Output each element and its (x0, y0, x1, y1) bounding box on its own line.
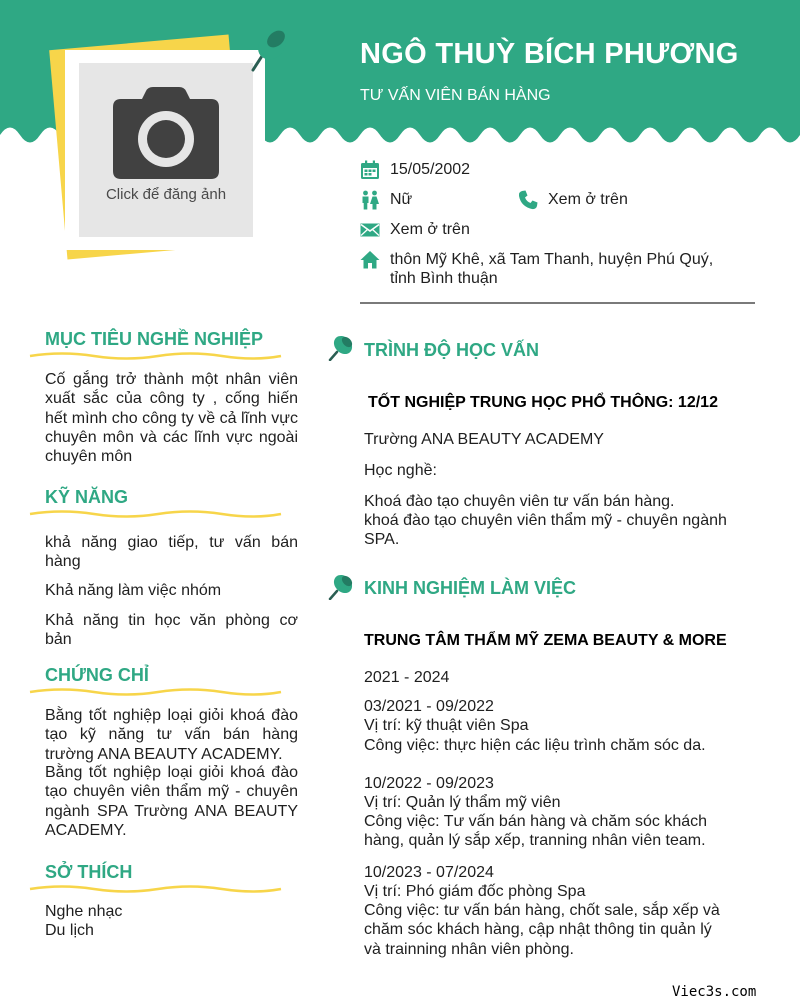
heading-underline (28, 350, 283, 362)
watermark: Viec3s.com (672, 984, 757, 1000)
job-dates: 03/2021 - 09/2022 (364, 698, 494, 715)
education-course: Khoá đào tạo chuyên viên tư vấn bán hàng. (364, 493, 675, 510)
objective-heading: MỤC TIÊU NGHỀ NGHIỆP (45, 329, 264, 349)
job-position: Vị trí: Phó giám đốc phòng Spa (364, 883, 586, 900)
education-degree: TỐT NGHIỆP TRUNG HỌC PHỔ THÔNG: 12/12 (368, 394, 718, 411)
calendar-icon (360, 160, 380, 180)
heading-underline (28, 686, 283, 698)
experience-period: 2021 - 2024 (364, 669, 450, 686)
job-title: TƯ VẤN VIÊN BÁN HÀNG (360, 87, 551, 104)
gender-icon (360, 190, 380, 210)
hobby-item: Du lịch (45, 922, 94, 939)
heading-underline (28, 883, 283, 895)
address-text: thôn Mỹ Khê, xã Tam Thanh, huyện Phú Quý, tỉnh Bình thuận (390, 251, 714, 287)
camera-icon (113, 87, 219, 179)
heading-underline (28, 508, 283, 520)
skill-item: Khả năng làm việc nhóm (45, 582, 222, 599)
job-duties: Công việc: Tư vấn bán hàng và chăm sóc khách hàng, quản lý sắp xếp, tranning nhân viên team. (364, 813, 708, 850)
certificate-item: Bằng tốt nghiệp loại giỏi khoá đào tạo kỹ năng tư vấn bán hàng trường ANA BEAUTY ACADEMY. (45, 707, 298, 763)
phone-icon (518, 190, 538, 210)
pushpin-icon (248, 26, 290, 72)
education-vocational-label: Học nghề: (364, 462, 437, 479)
skills-heading: KỸ NĂNG (45, 487, 129, 507)
candidate-name: NGÔ THUỲ BÍCH PHƯƠNG (360, 38, 739, 70)
email-icon (360, 220, 380, 240)
birthday-text: 15/05/2002 (390, 161, 471, 178)
experience-heading: KINH NGHIỆM LÀM VIỆC (364, 578, 577, 598)
job-dates: 10/2023 - 07/2024 (364, 864, 494, 881)
pushpin-icon (328, 333, 356, 361)
skill-item: Khả năng tin học văn phòng cơ bản (45, 612, 298, 649)
job-dates: 10/2022 - 09/2023 (364, 775, 494, 792)
upload-photo-button[interactable] (79, 63, 253, 237)
pushpin-icon (328, 572, 356, 600)
education-course: khoá đào tạo chuyên viên thẩm mỹ - chuyên ngành SPA. (364, 512, 727, 549)
hobby-item: Nghe nhạc (45, 903, 123, 920)
contact-divider (360, 302, 755, 304)
job-position: Vị trí: kỹ thuật viên Spa (364, 717, 529, 734)
education-school: Trường ANA BEAUTY ACADEMY (364, 431, 604, 448)
job-position: Vị trí: Quản lý thẩm mỹ viên (364, 794, 561, 811)
education-heading: TRÌNH ĐỘ HỌC VẤN (364, 340, 539, 360)
photo-caption: Click để đăng ảnh (105, 186, 227, 203)
objective-text: Cố gắng trở thành một nhân viên xuất sắc của công ty , cống hiến hết mình cho công ty về cả lĩnh vực chuyên môn và các lĩnh vực ngoài chuyên môn (45, 371, 298, 466)
job-duties: Công việc: thực hiện các liệu trình chăm sóc da. (364, 737, 706, 754)
gender-text: Nữ (390, 191, 413, 208)
email-text: Xem ở trên (390, 221, 470, 238)
phone-text: Xem ở trên (548, 191, 628, 208)
job-duties: Công việc: tư vấn bán hàng, chốt sale, sắp xếp và chăm sóc khách hàng, cập nhật thông tin quản lý và trainning nhân viên phòng. (364, 902, 720, 958)
experience-company: TRUNG TÂM THẨM MỸ ZEMA BEAUTY & MORE (364, 632, 727, 649)
hobbies-heading: SỞ THÍCH (45, 862, 133, 882)
home-icon (360, 250, 380, 270)
skill-item: khả năng giao tiếp, tư vấn bán hàng (45, 534, 298, 571)
certificates-heading: CHỨNG CHỈ (45, 665, 149, 685)
certificate-item: Bằng tốt nghiệp loại giỏi khoá đào tạo chuyên viên thẩm mỹ - chuyên ngành SPA Trường ANA BEAUTY ACADEMY. (45, 764, 298, 839)
